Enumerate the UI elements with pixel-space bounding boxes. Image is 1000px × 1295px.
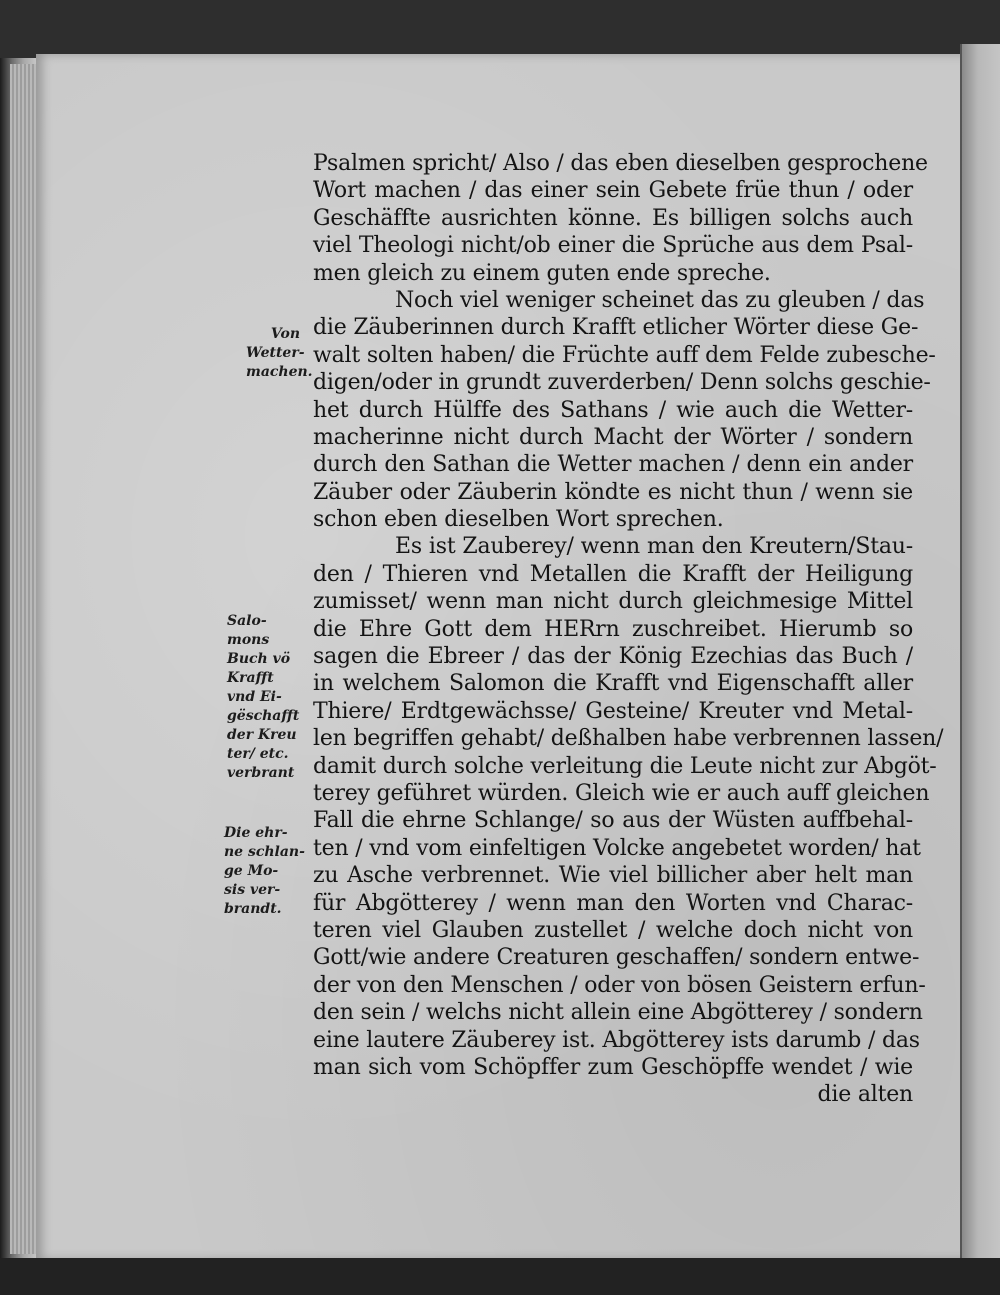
text-line: viel Theologi nicht/ob einer die Sprüche aus dem Psal- xyxy=(313,233,913,259)
text-line: Geschäffte ausrichten könne. Es billigen solchs auch xyxy=(313,205,913,231)
text-line: zu Asche verbrennet. Wie viel billicher aber helt man xyxy=(313,863,913,889)
body-text xyxy=(313,150,944,1109)
facing-page-edge xyxy=(960,44,1000,1260)
text-line: Psalmen spricht/ Also / das eben dieselben gesprochene xyxy=(313,151,928,176)
text-line: die Ehre Gott dem HERrn zuschreibet. Hierumb so xyxy=(313,616,913,642)
margin-note-line: verbrant xyxy=(227,765,295,781)
text-line: macherinne nicht durch Macht der Wörter / sondern xyxy=(313,424,913,450)
margin-note-schlange xyxy=(224,824,304,919)
text-line: Es ist Zauberey/ wenn man den Kreutern/Stau- xyxy=(395,534,913,560)
text-line: men gleich zu einem guten ende spreche. xyxy=(313,260,771,286)
margin-note-salomon xyxy=(227,612,307,783)
margin-note-line: Buch vö xyxy=(227,651,291,667)
margin-note-line: Salo- xyxy=(227,613,267,629)
text-line: der von den Menschen / oder von bösen Geistern erfun- xyxy=(313,972,926,998)
text-line: len begriffen gehabt/ deßhalben habe verbrennen lassen/ xyxy=(313,726,944,752)
text-line: sagen die Ebreer / das der König Ezechias das Buch / xyxy=(313,644,913,670)
margin-note-line: ter/ etc. xyxy=(227,746,289,762)
scan-bottom-shadow xyxy=(0,1258,1000,1295)
text-line: Gott/wie andere Creaturen geschaffen/ sondern entwe- xyxy=(313,945,920,971)
margin-note-line: ge Mo- xyxy=(224,863,279,879)
margin-note-line: Von xyxy=(270,326,300,342)
text-line: Thiere/ Erdtgewächsse/ Gesteine/ Kreuter vnd Metal- xyxy=(313,698,913,724)
text-line: man sich vom Schöpffer zum Geschöpffe wendet / wie xyxy=(313,1054,913,1080)
text-line: Fall die ehrne Schlange/ so aus der Wüsten auffbehal- xyxy=(313,808,913,834)
margin-note-line: Wetter- xyxy=(246,345,305,361)
text-line: schon eben dieselben Wort sprechen. xyxy=(313,507,724,533)
text-line: terey geführet würden. Gleich wie er auch auff gleichen xyxy=(313,780,930,806)
text-line: die Zäuberinnen durch Krafft etlicher Wörter diese Ge- xyxy=(313,315,919,341)
margin-note-line: brandt. xyxy=(224,901,282,917)
text-line: walt solten haben/ die Früchte auff dem Felde zubesche- xyxy=(313,342,936,368)
margin-note-line: Die ehr- xyxy=(224,825,288,841)
text-line: het durch Hülffe des Sathans / wie auch die Wetter- xyxy=(313,397,913,423)
text-line: Wort machen / das einer sein Gebete früe thun / oder xyxy=(313,178,913,204)
text-line: den / Thieren vnd Metallen die Krafft der Heiligung xyxy=(313,561,913,587)
text-line: damit durch solche verleitung die Leute nicht zur Abgöt- xyxy=(313,753,937,779)
text-line: eine lautere Zäuberey ist. Abgötterey ists darumb / das xyxy=(313,1027,920,1053)
margin-note-wettermachen xyxy=(246,325,313,382)
text-line: Zäuber oder Zäuberin köndte es nicht thun / wenn sie xyxy=(313,479,913,505)
margin-note-line: der Kreu xyxy=(227,727,297,743)
text-line: in welchem Salomon die Krafft vnd Eigenschafft aller xyxy=(313,671,913,697)
margin-note-line: machen. xyxy=(246,364,313,380)
text-line: für Abgötterey / wenn man den Worten vnd Charac- xyxy=(313,890,913,916)
margin-note-line: ne schlan- xyxy=(224,844,305,860)
text-line: den sein / welchs nicht allein eine Abgötterey / sondern xyxy=(313,1000,923,1026)
text-line: durch den Sathan die Wetter machen / denn ein ander xyxy=(313,452,913,478)
margin-note-line: Krafft xyxy=(227,670,274,686)
margin-note-line: gëschafft xyxy=(227,708,300,724)
text-line: zumisset/ wenn man nicht durch gleichmesige Mittel xyxy=(313,589,913,615)
text-line: ten / vnd vom einfeltigen Volcke angebetet worden/ hat xyxy=(313,835,921,861)
margin-note-line: sis ver- xyxy=(224,882,281,898)
text-line: digen/oder in grundt zuverderben/ Denn solchs geschie- xyxy=(313,370,931,396)
catchword: die alten xyxy=(817,1082,913,1108)
margin-note-line: vnd Ei- xyxy=(227,689,282,705)
text-line: Noch viel weniger scheinet das zu gleuben / das xyxy=(395,287,925,313)
margin-note-line: mons xyxy=(227,632,270,648)
text-line: teren viel Glauben zustellet / welche doch nicht von xyxy=(313,917,913,943)
